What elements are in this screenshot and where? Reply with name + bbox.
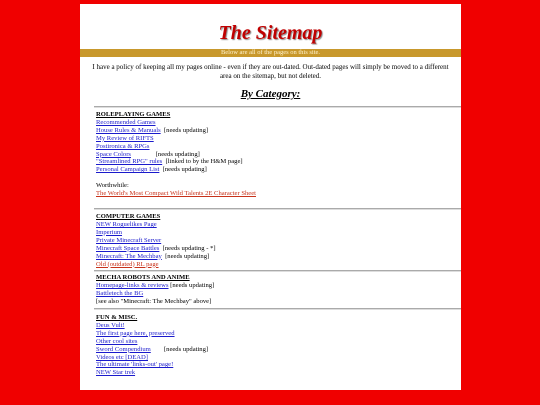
link-old-rl-page[interactable]: Old (outdated) RL page [96,260,159,268]
list-item [96,253,461,261]
status-note: [linked to by the H&M page] [162,158,243,166]
link-streamlined-rpg[interactable]: "Streamlined RPG" rules [96,158,163,166]
divider [94,208,461,210]
worthwhile-label: Worthwhile: [96,182,129,190]
link-personal-campaign[interactable]: Personal Campaign List [96,166,160,174]
section-heading: ROLEPLAYING GAMES [96,111,171,118]
link-battletech[interactable]: Battletech the BG [96,290,144,298]
section-computer-games [96,213,461,268]
divider [94,270,461,272]
list-item [96,330,461,338]
list-item [96,369,461,377]
sitemap-page [80,4,461,390]
list-item [96,151,461,159]
list-item [96,245,461,253]
see-also-note: [see also "Minecraft: The Mechbay" above] [96,298,212,306]
link-house-rules[interactable]: House Rules & Manuals [96,126,161,134]
section-heading: FUN & MISC. [96,314,138,322]
status-note: [needs updating] [161,252,210,260]
link-minecraft-server[interactable]: Private Minecraft Server [96,236,162,244]
list-item [96,290,461,298]
list-item [96,143,461,151]
list-item [96,338,461,346]
link-links-out[interactable]: The ultimate 'links-out' page! [96,361,174,369]
intro-text: I have a policy of keeping all my pages online - even if they are out-dated. Out-dated pages will simply be moved to a different area on the sitemap, but not deleted. [92,63,449,80]
link-videos[interactable]: Videos etc [DEAD] [96,353,148,361]
status-note: [needs updating - *] [159,244,216,252]
link-first-page[interactable]: The first page here, preserved [96,329,175,337]
list-item [96,282,461,290]
list-item [96,119,461,127]
status-note: [needs updating] [150,345,209,353]
link-recommended-games[interactable]: Recommended Games [96,118,156,126]
list-item [96,261,461,269]
section-heading: MECHA ROBOTS AND ANIME [96,274,190,282]
link-wild-talents-sheet[interactable]: The World's Most Compact Wild Talents 2E Character Sheet [96,190,256,198]
subtitle-banner: Below are all of the pages on this site. [80,49,461,57]
status-note: [needs updating] [130,150,200,158]
list-item [96,346,461,354]
link-roguelikes[interactable]: NEW Roguelikes Page [96,220,157,228]
link-sword-compendium[interactable]: Sword Compendium [96,345,151,353]
link-review-rifts[interactable]: My Review of RIFTS [96,134,154,142]
list-item [96,361,461,369]
page-title: The Sitemap [218,22,323,44]
list-item [96,237,461,245]
status-note: [needs updating] [160,126,209,134]
divider [94,308,461,310]
status-note: [needs updating] [168,282,215,290]
list-item [96,135,461,143]
list-item [96,229,461,237]
status-note: [needs updating] [159,166,207,174]
section-mecha-robots [96,274,461,306]
link-star-trek[interactable]: NEW Star trek [96,369,136,377]
section-roleplaying-games [96,111,461,198]
list-item [96,354,461,362]
link-postironica[interactable]: Postironica & RPGs [96,142,150,150]
link-deus-vult[interactable]: Deus Vult! [96,321,125,329]
list-item [96,221,461,229]
by-category-heading: By Category: [240,88,301,100]
link-other-cool-sites[interactable]: Other cool sites [96,337,138,345]
divider [94,106,461,108]
section-fun-misc [96,314,461,377]
link-minecraft-mechbay[interactable]: Minecraft: The Mechbay [96,252,162,260]
link-homepage-links[interactable]: Homepage-links & reviews [96,282,169,290]
list-item [96,158,461,166]
list-item [96,322,461,330]
list-item [96,166,461,174]
section-heading: COMPUTER GAMES [96,213,161,221]
link-imperium[interactable]: Imperium [96,228,123,236]
list-item [96,127,461,135]
link-space-colors[interactable]: Space Colors [96,150,131,158]
link-minecraft-space-battles[interactable]: Minecraft Space Battles [96,244,160,252]
